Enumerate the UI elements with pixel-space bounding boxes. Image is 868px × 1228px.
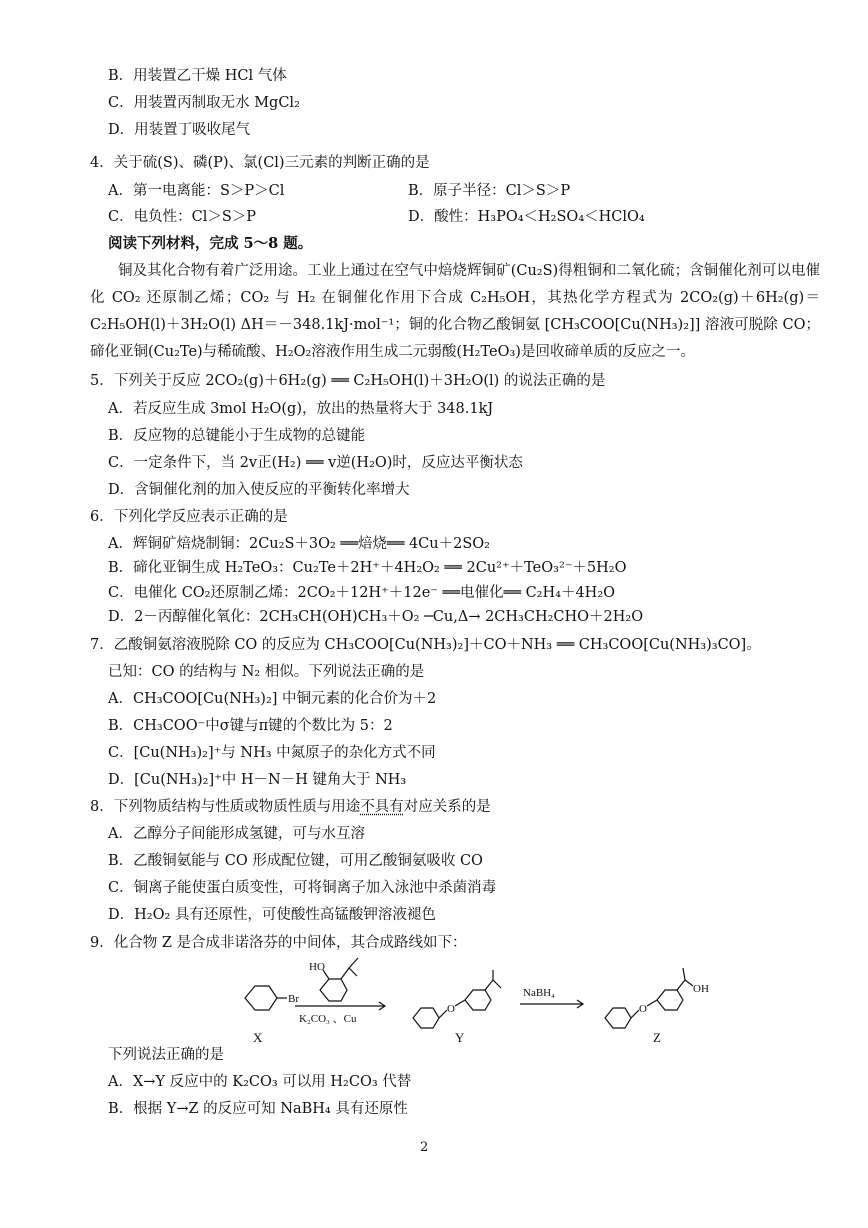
q7-stem: 7．乙酸铜氨溶液脱除 CO 的反应为 CH₃COO[Cu(NH₃)₂]＋CO＋NH₃ ══ CH₃COO[Cu(NH₃)₃CO]。 <box>90 637 761 653</box>
material-text: 铜及其化合物有着广泛用途。工业上通过在空气中焙烧辉铜矿(Cu₂S)得粗铜和二氧化硫；含铜催化剂可以电催化 CO₂ 还原制乙烯；CO₂ 与 H₂ 在铜催化作用下合成 C₂H₅OH，其热化学方程式为 2CO₂(g)＋6H₂(g)＝C₂H₅OH(l)＋3H₂O(l) ΔH＝－348.1kJ·mol⁻¹；铜的化合物乙酸铜氨 [CH₃COO[Cu(NH₃)₂]] 溶液可脱除 CO；碲化亚铜(Cu₂Te)与稀硫酸、H₂O₂溶液作用生成二元弱酸(H₂TeO₃)是回收碲单质的反应之一。 <box>90 263 820 360</box>
q8-option-c: C．铜离子能使蛋白质变性，可将铜离子加入泳池中杀菌消毒 <box>108 880 497 896</box>
q4-option-d: D．酸性：H₃PO₄＜H₂SO₄＜HClO₄ <box>408 209 645 225</box>
z-aryl-ring <box>657 990 683 1010</box>
q8-option-b: B．乙酸铜氨能与 CO 形成配位键，可用乙酸铜氨吸收 CO <box>108 853 483 869</box>
q3-option-d: D．用装置丁吸收尾气 <box>108 122 251 138</box>
q8-stem-pre: 8．下列物质结构与性质或物质性质与用途 <box>90 799 361 815</box>
z-phenyl-ring <box>605 1008 631 1028</box>
q9-question: 下列说法正确的是 <box>108 1047 224 1063</box>
y-methyl-bond <box>493 980 501 988</box>
label-x: X <box>253 1030 263 1045</box>
material-heading: 阅读下列材料，完成 5～8 题。 <box>108 235 313 252</box>
q6-stem: 6．下列化学反应表示正确的是 <box>90 509 288 525</box>
y-aryl-ring <box>465 990 491 1010</box>
reagent-carbonyl-bond <box>349 958 358 968</box>
q3-option-b: B．用装置乙干燥 HCl 气体 <box>108 68 287 84</box>
q7-option-a: A．CH₃COO[Cu(NH₃)₂] 中铜元素的化合价为＋2 <box>108 691 437 707</box>
q4-option-b: B．原子半径：Cl＞S＞P <box>408 183 571 199</box>
x-br-label: Br <box>288 993 299 1005</box>
q4-option-c: C．电负性：Cl＞S＞P <box>108 209 257 225</box>
reagent-acyl-bond <box>341 968 349 979</box>
q8-stem-emphasis: 不具有 <box>360 799 404 815</box>
z-oh-bond <box>685 980 693 986</box>
q5-option-c: C．一定条件下，当 2v正(H₂) ══ v逆(H₂O)时，反应达平衡状态 <box>108 455 523 471</box>
q7-option-d: D．[Cu(NH₃)₂]⁺中 H－N－H 键角大于 NH₃ <box>108 772 407 788</box>
z-oh-label: OH <box>693 983 709 995</box>
q4-stem: 4．关于硫(S)、磷(P)、氯(Cl)三元素的判断正确的是 <box>90 155 430 171</box>
synthesis-scheme <box>225 948 725 1048</box>
q8-stem-post: 对应关系的是 <box>403 799 491 815</box>
z-methyl-bond <box>683 968 685 980</box>
y-o-right-bond <box>455 1000 465 1006</box>
q8-stem <box>90 796 491 818</box>
reagent-benzene-ring <box>320 979 347 1001</box>
y-phenyl-ring <box>413 1008 439 1028</box>
reagent-methyl-bond <box>349 968 357 976</box>
q3-option-c: C．用装置丙制取无水 MgCl₂ <box>108 95 300 111</box>
y-acyl-bond <box>485 980 493 990</box>
z-o-label: O <box>639 1003 647 1015</box>
reagent-ho-label: HO <box>309 961 325 973</box>
z-carbinol-bond <box>677 980 685 990</box>
y-o-left-bond <box>439 1010 447 1018</box>
q5-stem: 5．下列关于反应 2CO₂(g)＋6H₂(g) ══ C₂H₅OH(l)＋3H₂O(l) 的说法正确的是 <box>90 373 606 389</box>
q8-option-d: D．H₂O₂ 具有还原性，可使酸性高锰酸钾溶液褪色 <box>108 907 436 923</box>
x-benzene-ring <box>245 986 277 1010</box>
z-o-right-bond <box>647 1000 657 1006</box>
q4-option-a: A．第一电离能：S＞P＞Cl <box>108 183 285 199</box>
label-z: Z <box>653 1030 661 1045</box>
z-o-left-bond <box>631 1010 639 1018</box>
q9-option-a: A．X→Y 反应中的 K₂CO₃ 可以用 H₂CO₃ 代替 <box>108 1074 412 1090</box>
q6-option-c: C．电催化 CO₂还原制乙烯：2CO₂＋12H⁺＋12e⁻ ══电催化══ C₂H₄＋4H₂O <box>108 585 616 601</box>
label-y: Y <box>455 1030 465 1045</box>
q5-option-b: B．反应物的总键能小于生成物的总键能 <box>108 428 366 444</box>
q7-option-b: B．CH₃COO⁻中σ键与π键的个数比为 5：2 <box>108 718 393 734</box>
page-number: 2 <box>420 1140 429 1155</box>
y-o-label: O <box>447 1003 455 1015</box>
reagent-nabh4: NaBH₄ <box>523 987 555 999</box>
q5-option-a: A．若反应生成 3mol H₂O(g)，放出的热量将大于 348.1kJ <box>108 401 494 417</box>
q5-option-d: D．含铜催化剂的加入使反应的平衡转化率增大 <box>108 482 410 498</box>
q7-option-c: C．[Cu(NH₃)₂]⁺与 NH₃ 中氮原子的杂化方式不同 <box>108 745 436 761</box>
q9-stem: 9．化合物 Z 是合成非诺洛芬的中间体，其合成路线如下： <box>90 935 467 951</box>
reagent-condition: K₂CO₃ 、Cu <box>299 1013 357 1025</box>
q7-given: 已知：CO 的结构与 N₂ 相似。下列说法正确的是 <box>108 664 425 680</box>
q9-option-b: B．根据 Y→Z 的反应可知 NaBH₄ 具有还原性 <box>108 1101 408 1117</box>
q8-option-a: A．乙醇分子间能形成氢键，可与水互溶 <box>108 826 365 842</box>
q6-option-b: B．碲化亚铜生成 H₂TeO₃：Cu₂Te＋2H⁺＋4H₂O₂ ══ 2Cu²⁺＋TeO₃²⁻＋5H₂O <box>108 560 627 576</box>
q6-option-d: D．2－丙醇催化氧化：2CH₃CH(OH)CH₃＋O₂ ─Cu,Δ→ 2CH₃CH₂CHO＋2H₂O <box>108 609 644 625</box>
q6-option-a: A．辉铜矿焙烧制铜：2Cu₂S＋3O₂ ══焙烧══ 4Cu＋2SO₂ <box>108 536 490 552</box>
